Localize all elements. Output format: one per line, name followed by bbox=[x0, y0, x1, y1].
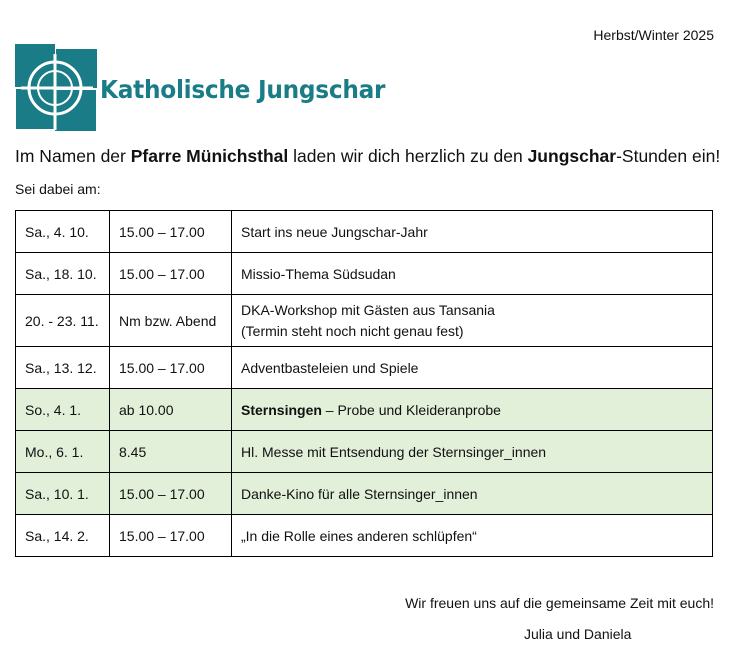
date-cell: 20. - 23. 11. bbox=[16, 295, 110, 347]
time-cell: ab 10.00 bbox=[110, 389, 232, 431]
date-cell: Sa., 13. 12. bbox=[16, 347, 110, 389]
invitation-text: Im Namen der Pfarre Münichsthal laden wir dich herzlich zu den Jungschar-Stunden ein! bbox=[15, 146, 721, 166]
time-cell: 15.00 – 17.00 bbox=[110, 253, 232, 295]
table-row bbox=[16, 473, 713, 515]
table-row bbox=[16, 389, 713, 431]
event-note: (Termin steht noch nicht genau fest) bbox=[241, 322, 464, 339]
event-bold: Sternsingen bbox=[241, 401, 322, 418]
lead-text: Sei dabei am: bbox=[15, 181, 101, 197]
group-name: Jungschar bbox=[527, 146, 617, 166]
table-row bbox=[16, 295, 713, 347]
season-label: Herbst/Winter 2025 bbox=[593, 27, 714, 43]
time-cell: 15.00 – 17.00 bbox=[110, 347, 232, 389]
event-cell: Adventbasteleien und Spiele bbox=[232, 347, 713, 389]
time-cell: 15.00 – 17.00 bbox=[110, 473, 232, 515]
signature: Julia und Daniela bbox=[524, 626, 632, 642]
jungschar-emblem-icon bbox=[15, 44, 97, 134]
time-cell: 15.00 – 17.00 bbox=[110, 515, 232, 557]
table-row bbox=[16, 431, 713, 473]
event-title: DKA-Workshop mit Gästen aus Tansania bbox=[241, 301, 495, 318]
date-cell: Sa., 4. 10. bbox=[16, 211, 110, 253]
parish-name: Pfarre Münichsthal bbox=[130, 146, 289, 166]
date-cell: Sa., 18. 10. bbox=[16, 253, 110, 295]
event-cell: Hl. Messe mit Entsendung der Sternsinger_innen bbox=[232, 431, 713, 473]
table-row bbox=[16, 211, 713, 253]
brand-name: Katholische Jungschar bbox=[100, 75, 386, 104]
table-row bbox=[16, 515, 713, 557]
event-cell: Danke-Kino für alle Sternsinger_innen bbox=[232, 473, 713, 515]
event-cell: Sternsingen – Probe und Kleideranprobe bbox=[232, 389, 713, 431]
time-cell: 15.00 – 17.00 bbox=[110, 211, 232, 253]
event-cell bbox=[232, 295, 713, 347]
date-cell: Sa., 10. 1. bbox=[16, 473, 110, 515]
event-cell: Missio-Thema Südsudan bbox=[232, 253, 713, 295]
date-cell: Mo., 6. 1. bbox=[16, 431, 110, 473]
closing-text: Wir freuen uns auf die gemeinsame Zeit mit euch! bbox=[405, 595, 714, 611]
event-cell: Start ins neue Jungschar-Jahr bbox=[232, 211, 713, 253]
date-cell: So., 4. 1. bbox=[16, 389, 110, 431]
time-cell: Nm bzw. Abend bbox=[110, 295, 232, 347]
table-row bbox=[16, 347, 713, 389]
date-cell: Sa., 14. 2. bbox=[16, 515, 110, 557]
time-cell: 8.45 bbox=[110, 431, 232, 473]
event-cell: „In die Rolle eines anderen schlüpfen“ bbox=[232, 515, 713, 557]
schedule-table bbox=[15, 210, 713, 557]
katholische-jungschar-logo bbox=[15, 44, 395, 134]
table-row bbox=[16, 253, 713, 295]
